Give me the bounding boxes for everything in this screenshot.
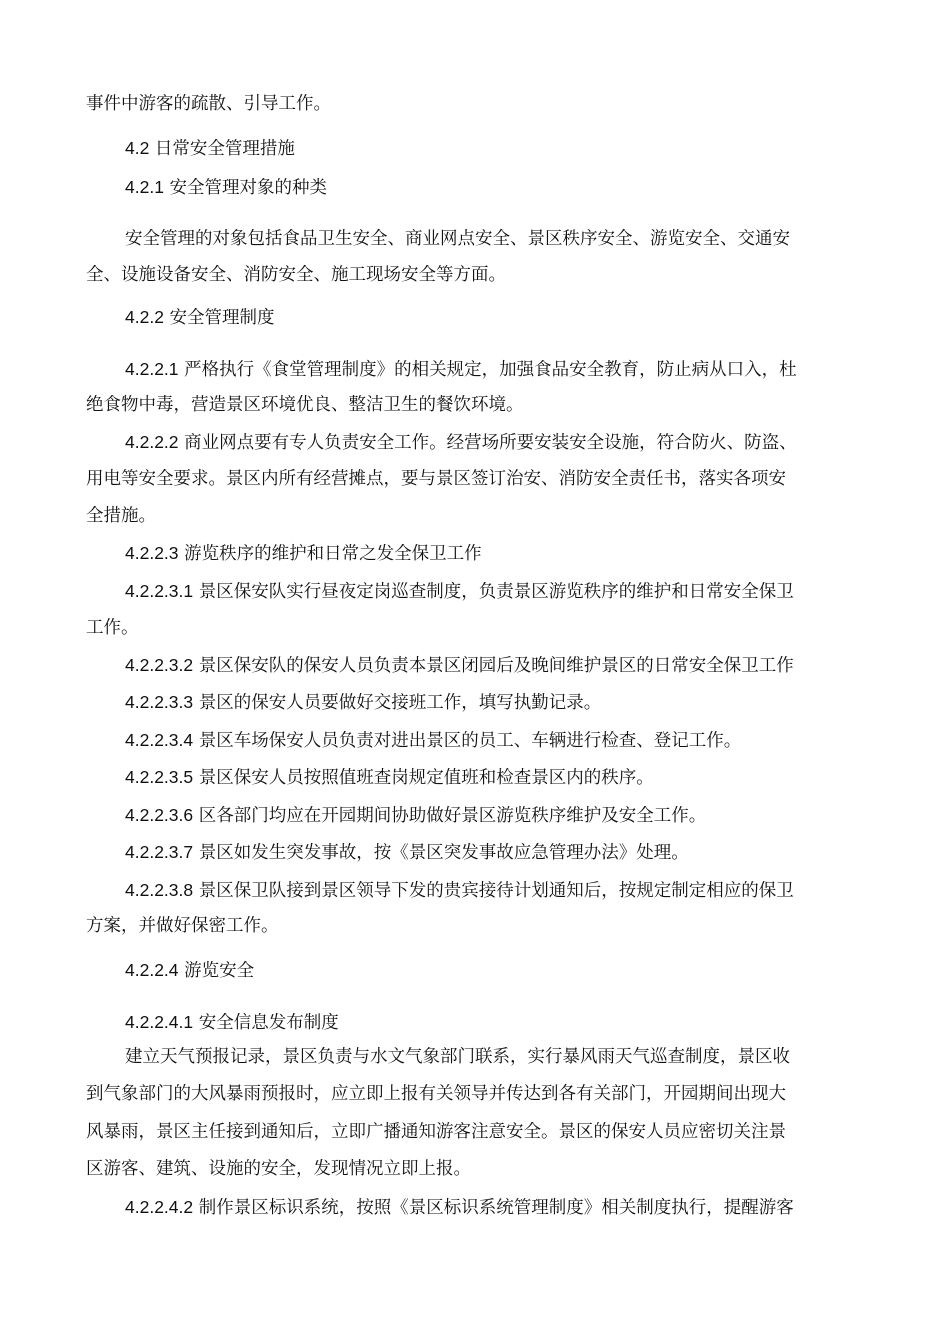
line-text: 区各部门均应在开园期间协助做好景区游览秩序维护及安全工作。	[198, 806, 707, 826]
line-text: 景区车场保安人员负责对进出景区的员工、车辆进行检查、登记工作。	[198, 731, 742, 751]
paragraph-line	[125, 227, 790, 251]
section-heading	[125, 958, 254, 983]
line-text: 景区保安队实行昼夜定岗巡查制度，负责景区游览秩序的维护和日常安全保卫	[198, 582, 794, 602]
paragraph-line	[125, 357, 797, 382]
section-title: 安全管理制度	[169, 308, 275, 328]
paragraph-line	[86, 92, 331, 116]
clause-number: 4.2.2.3.2	[125, 655, 194, 675]
line-text: 事件中游客的疏散、引导工作。	[86, 94, 331, 114]
paragraph-line	[125, 430, 797, 455]
paragraph-line	[125, 840, 689, 865]
line-text: 绝食物中毒，营造景区环境优良、整洁卫生的餐饮环境。	[86, 395, 524, 415]
paragraph-line	[86, 616, 139, 640]
section-number: 4.2.2.4	[125, 960, 179, 980]
clause-number: 4.2.2.3.7	[125, 842, 194, 862]
line-text: 方案，并做好保密工作。	[86, 916, 279, 936]
paragraph-line	[86, 504, 156, 528]
clause-number: 4.2.2.4.2	[125, 1197, 194, 1217]
paragraph-line	[125, 728, 741, 753]
paragraph-line	[125, 653, 794, 678]
section-heading	[125, 1010, 339, 1035]
line-text: 安全管理的对象包括食品卫生安全、商业网点安全、景区秩序安全、游览安全、交通安	[125, 229, 790, 249]
line-text: 全措施。	[86, 506, 156, 526]
paragraph-line	[86, 467, 786, 491]
clause-number: 4.2.2.3.1	[125, 581, 194, 601]
clause-number: 4.2.2.3.8	[125, 880, 194, 900]
section-title: 日常安全管理措施	[154, 139, 295, 159]
line-text: 建立天气预报记录，景区负责与水文气象部门联系，实行暴风雨天气巡查制度，景区收	[125, 1047, 790, 1067]
line-text: 严格执行《食堂管理制度》的相关规定，加强食品安全教育，防止病从口入，杜	[184, 360, 797, 380]
section-number: 4.2.2	[125, 307, 164, 327]
paragraph-line	[86, 263, 506, 287]
line-text: 用电等安全要求。景区内所有经营摊点，要与景区签订治安、消防安全责任书，落实各项安	[86, 469, 786, 489]
clause-number: 4.2.2.3.6	[125, 805, 194, 825]
clause-number: 4.2.2.3.3	[125, 692, 194, 712]
line-text: 全、设施设备安全、消防安全、施工现场安全等方面。	[86, 265, 506, 285]
section-title: 游览安全	[184, 961, 255, 981]
paragraph-line	[125, 690, 601, 715]
section-heading	[125, 541, 482, 566]
line-text: 商业网点要有专人负责安全工作。经营场所要安装安全设施，符合防火、防盗、	[184, 433, 797, 453]
section-heading	[125, 175, 327, 200]
section-heading	[125, 305, 275, 330]
line-text: 制作景区标识系统，按照《景区标识系统管理制度》相关制度执行，提醒游客	[198, 1198, 794, 1218]
clause-number: 4.2.2.3.4	[125, 730, 194, 750]
line-text: 景区的保安人员要做好交接班工作，填写执勤记录。	[198, 693, 602, 713]
line-text: 景区如发生突发事故，按《景区突发事故应急管理办法》处理。	[198, 843, 689, 863]
section-title: 安全信息发布制度	[198, 1013, 339, 1033]
section-heading	[125, 136, 295, 161]
paragraph-line	[125, 878, 794, 903]
line-text: 工作。	[86, 618, 139, 638]
paragraph-line	[86, 393, 524, 417]
section-number: 4.2.1	[125, 177, 164, 197]
paragraph-line	[125, 803, 706, 828]
line-text: 景区保卫队接到景区领导下发的贵宾接待计划通知后，按规定制定相应的保卫	[198, 881, 794, 901]
clause-number: 4.2.2.1	[125, 359, 179, 379]
paragraph-line	[125, 765, 654, 790]
paragraph-line	[86, 914, 279, 938]
section-number: 4.2.2.3	[125, 543, 179, 563]
section-title: 安全管理对象的种类	[169, 178, 328, 198]
line-text: 景区保安人员按照值班查岗规定值班和检查景区内的秩序。	[198, 768, 654, 788]
clause-number: 4.2.2.2	[125, 432, 179, 452]
line-text: 到气象部门的大风暴雨预报时，应立即上报有关领导并传达到各有关部门，开园期间出现大	[86, 1084, 786, 1104]
paragraph-line	[86, 1120, 786, 1144]
line-text: 区游客、建筑、设施的安全，发现情况立即上报。	[86, 1159, 471, 1179]
section-number: 4.2	[125, 138, 150, 158]
paragraph-line	[125, 1195, 794, 1220]
section-number: 4.2.2.4.1	[125, 1012, 194, 1032]
clause-number: 4.2.2.3.5	[125, 767, 194, 787]
paragraph-line	[86, 1157, 471, 1181]
line-text: 风暴雨，景区主任接到通知后，立即广播通知游客注意安全。景区的保安人员应密切关注景	[86, 1122, 786, 1142]
section-title: 游览秩序的维护和日常之发全保卫工作	[184, 544, 482, 564]
paragraph-line	[125, 1045, 790, 1069]
line-text: 景区保安队的保安人员负责本景区闭园后及晚间维护景区的日常安全保卫工作	[198, 656, 794, 676]
paragraph-line	[86, 1082, 786, 1106]
paragraph-line	[125, 579, 794, 604]
